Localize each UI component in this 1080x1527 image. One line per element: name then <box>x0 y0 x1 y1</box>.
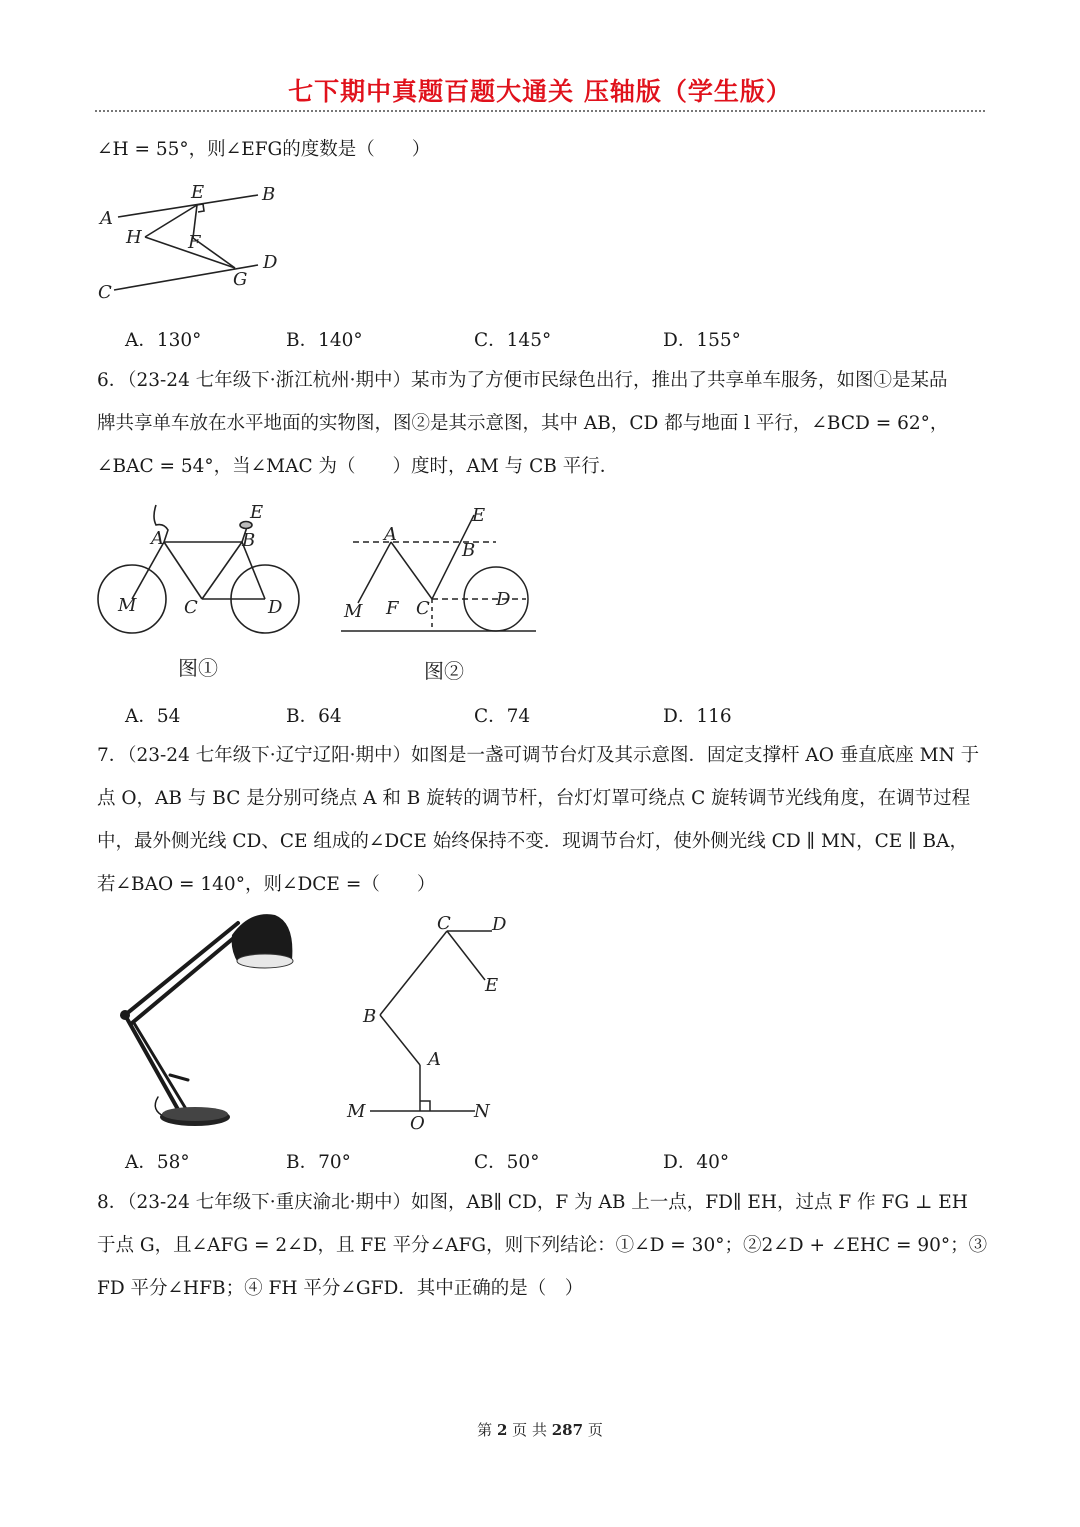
q6-figure-1-bicycle <box>92 495 307 640</box>
footer-middle: 页 共 <box>512 1421 547 1439</box>
label-b: B <box>242 530 256 551</box>
q7-line-1: 7．（23-24 七年级下·辽宁辽阳·期中）如图是一盏可调节台灯及其示意图．固定支撑杆 AO 垂直底座 MN 于 <box>97 745 980 766</box>
label-m: M <box>344 601 363 622</box>
label-b: B <box>363 1006 377 1027</box>
label-m: M <box>347 1101 366 1122</box>
label-h: H <box>126 227 142 248</box>
label-d: D <box>492 914 507 935</box>
q6-figure-2-caption: 图② <box>424 659 464 683</box>
q5-option-d: D．155° <box>663 330 741 351</box>
q7-desk-lamp-photo <box>110 905 305 1135</box>
q7-line-3: 中，最外侧光线 CD、CE 组成的∠DCE 始终保持不变．现调节台灯，使外侧光线 CD ∥ MN，CE ∥ BA， <box>97 831 969 852</box>
q7-figure-diagram <box>340 905 520 1135</box>
label-b: B <box>462 540 476 561</box>
label-n: N <box>474 1101 490 1122</box>
label-c: C <box>437 913 451 934</box>
q7-line-4: 若∠BAO = 140°，则∠DCE =（ ） <box>97 874 436 895</box>
page-footer <box>0 1419 1080 1440</box>
label-a: A <box>100 208 113 229</box>
q8-line-2: 于点 G，且∠AFG = 2∠D，且 FE 平分∠AFG，则下列结论：①∠D = 30°；②2∠D + ∠EHC = 90°；③ <box>97 1235 988 1256</box>
label-c: C <box>98 282 112 303</box>
q7-option-b: B．70° <box>286 1152 351 1173</box>
q5-option-a: A．130° <box>125 330 202 351</box>
label-m: M <box>118 595 137 616</box>
q8-line-3: FD 平分∠HFB；④ FH 平分∠GFD．其中正确的是（ ） <box>97 1278 584 1299</box>
label-f: F <box>386 598 399 619</box>
label-e: E <box>250 502 264 523</box>
label-c: C <box>184 597 198 618</box>
label-d: D <box>268 597 283 618</box>
line-ab <box>118 195 258 217</box>
label-d: D <box>263 252 278 273</box>
q7-option-c: C．50° <box>474 1152 540 1173</box>
q6-line-2: 牌共享单车放在水平地面的实物图，图②是其示意图，其中 AB，CD 都与地面 l 平行，∠BCD = 62°， <box>97 413 949 434</box>
q6-line-1: 6．（23-24 七年级下·浙江杭州·期中）某市为了方便市民绿色出行，推出了共享单车服务，如图①是某品 <box>97 370 948 391</box>
q6-option-a: A．54 <box>125 706 181 727</box>
label-a: A <box>384 524 397 545</box>
label-f: F <box>188 232 201 253</box>
label-e: E <box>485 975 499 996</box>
q6-option-d: D．116 <box>663 706 732 727</box>
q5-option-c: C．145° <box>474 330 552 351</box>
segment-bc <box>380 931 447 1015</box>
label-a: A <box>151 528 164 549</box>
right-angle-mark <box>197 204 204 212</box>
label-o: O <box>410 1113 425 1134</box>
q6-option-b: B．64 <box>286 706 342 727</box>
label-g: G <box>233 269 248 290</box>
q5-figure <box>90 180 300 305</box>
segment-ce <box>447 931 485 980</box>
document-header-title: 七下期中真题百题大通关 压轴版（学生版） <box>288 77 792 106</box>
q6-figure-1-caption: 图① <box>178 656 218 680</box>
q6-figure-2-diagram <box>336 495 541 640</box>
label-b: B <box>262 184 276 205</box>
footer-prefix: 第 <box>477 1421 493 1439</box>
current-page-number: 2 <box>496 1421 508 1439</box>
q7-option-d: D．40° <box>663 1152 730 1173</box>
footer-suffix: 页 <box>587 1421 603 1439</box>
right-angle-mark <box>420 1101 430 1111</box>
q8-line-1: 8．（23-24 七年级下·重庆渝北·期中）如图，AB∥ CD，F 为 AB 上一点，FD∥ EH，过点 F 作 FG ⊥ EH <box>97 1192 968 1213</box>
label-e: E <box>191 182 205 203</box>
total-pages: 287 <box>551 1421 584 1439</box>
label-d: D <box>496 589 511 610</box>
q5-option-b: B．140° <box>286 330 363 351</box>
q7-line-2: 点 O，AB 与 BC 是分别可绕点 A 和 B 旋转的调节杆，台灯灯罩可绕点 C 旋转调节光线角度，在调节过程 <box>97 788 971 809</box>
q5-stem-tail: ∠H = 55°，则∠EFG的度数是（ ） <box>97 139 431 160</box>
q6-option-c: C．74 <box>474 706 531 727</box>
q6-line-3: ∠BAC = 54°，当∠MAC 为（ ）度时，AM 与 CB 平行． <box>97 456 619 477</box>
segment-ab <box>380 1015 420 1065</box>
label-a: A <box>428 1049 441 1070</box>
label-e: E <box>472 505 486 526</box>
label-c: C <box>416 598 430 619</box>
q7-option-a: A．58° <box>125 1152 190 1173</box>
header-divider <box>95 110 985 112</box>
